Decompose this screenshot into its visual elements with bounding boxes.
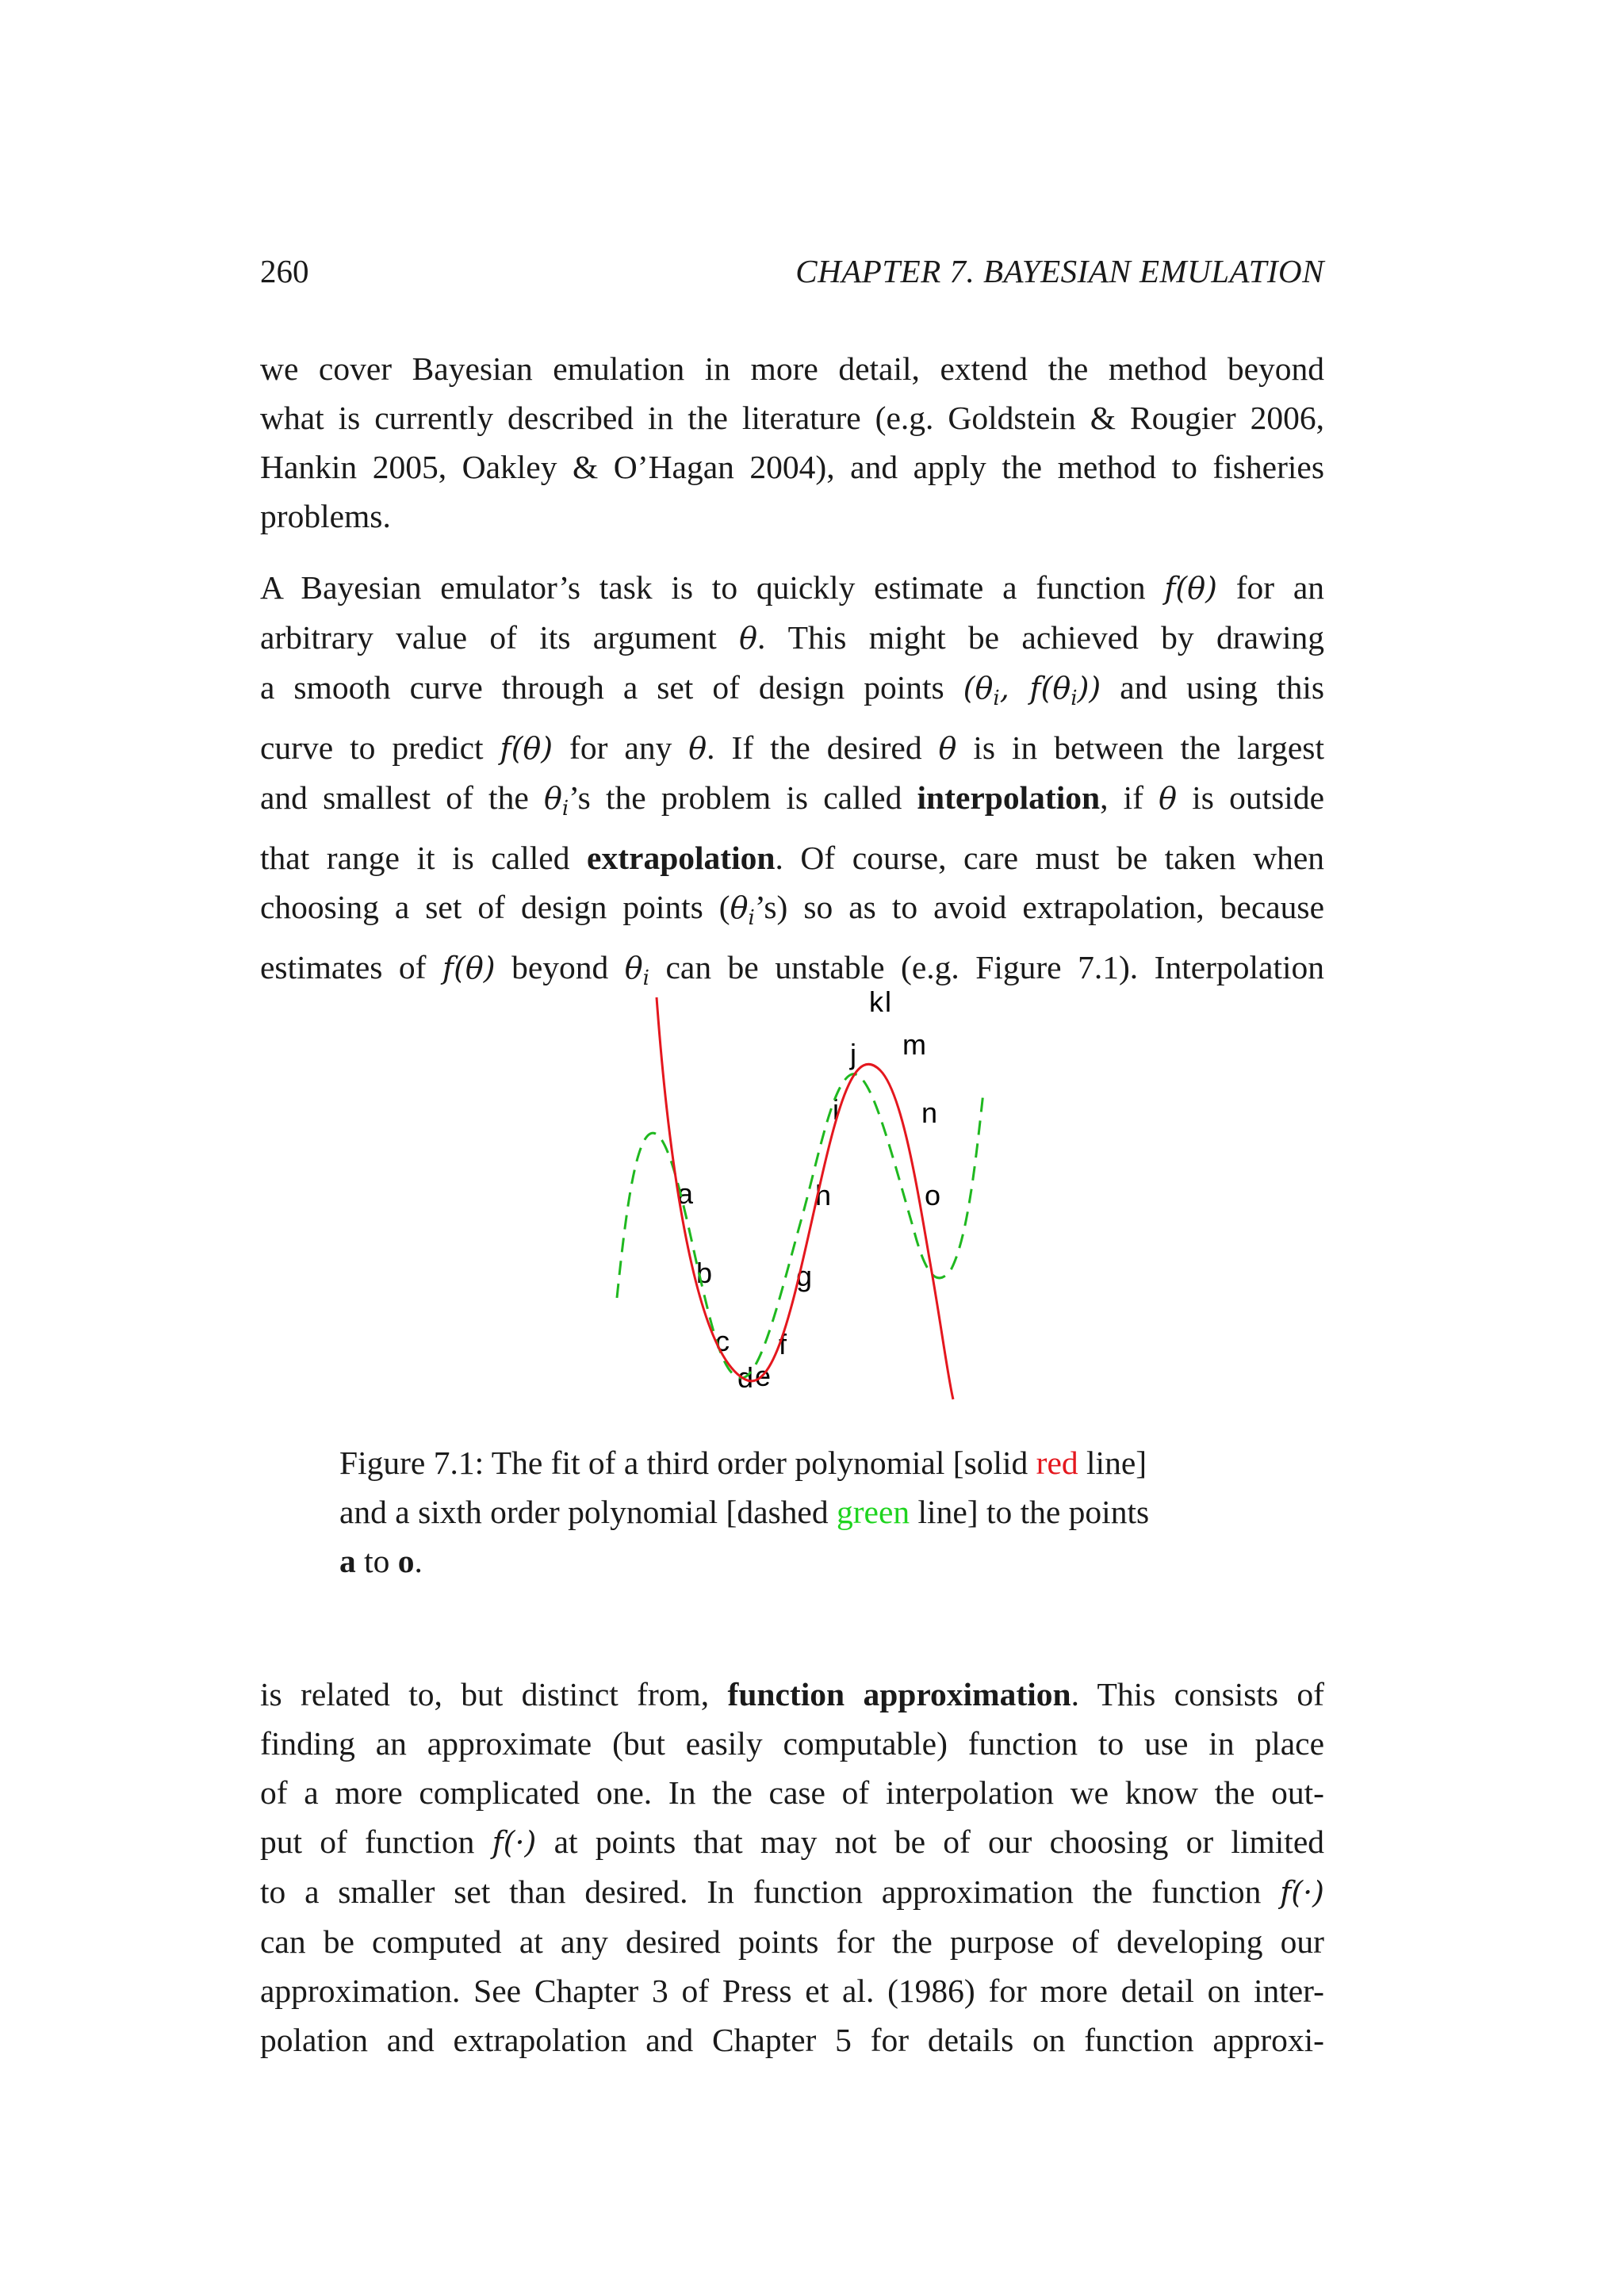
paragraph-line: is related to, but distinct from, function approximation. This consists of [260, 1676, 1324, 1712]
caption-line: a to o. [339, 1543, 423, 1579]
green-word: green [836, 1494, 910, 1530]
paragraph-line: finding an approximate (but easily computable) function to use in place [260, 1725, 1324, 1762]
point-label-a: a [677, 1177, 694, 1210]
paragraph-1 [260, 344, 1324, 541]
paragraph-line: and smallest of the $\theta_i’s$ the problem is called interpolation, if θ is outside [260, 779, 1324, 821]
paragraph-line: choosing a set of design points $(\theta_i’s)$ so as to avoid extrapolation, because [260, 889, 1324, 930]
point-label-d: d [737, 1361, 754, 1394]
page-number: 260 [260, 253, 309, 289]
term-extrapolation: extrapolation [587, 840, 776, 876]
page-header [260, 252, 1324, 300]
point-label-n: n [921, 1096, 938, 1129]
point-label-j: j [850, 1038, 856, 1070]
paragraph-line: to a smaller set than desired. In function approximation the function f(·) [260, 1873, 1324, 1910]
point-label-k: k [869, 985, 883, 1018]
caption-line: and a sixth order polynomial [dashed green line] to the points [339, 1494, 1150, 1530]
point-label-i: i [833, 1093, 839, 1126]
paragraph-line: that range it is called extrapolation. Of course, care must be taken when [260, 840, 1324, 876]
paragraph-line: arbitrary value of its argument θ. This might be achieved by drawing [260, 619, 1324, 656]
paragraph-line: A Bayesian emulator’s task is to quickly estimate a function f(θ) for an [260, 569, 1325, 606]
point-label-e: e [755, 1360, 772, 1392]
paragraph-2 [260, 563, 1324, 1003]
paragraph-line: what is currently described in the literature (e.g. Goldstein & Rougier 2006, [260, 400, 1324, 436]
paragraph-line: problems. [260, 498, 391, 534]
paragraph-line: Hankin 2005, Oakley & O’Hagan 2004), and apply the method to fisheries [260, 449, 1324, 485]
term-function-approximation: function approximation [727, 1676, 1071, 1712]
red-word: red [1036, 1445, 1078, 1481]
paragraph-line: a smooth curve through a set of design points ($\theta_i$, $f(\theta_i)$) and using this [260, 669, 1325, 710]
point-label-b: b [696, 1257, 713, 1289]
caption-line: Figure 7.1: The fit of a third order polynomial [solid red line] [339, 1445, 1147, 1481]
point-label-l: l [885, 985, 891, 1018]
figure-caption [339, 1438, 1245, 1586]
point-label-f: f [779, 1328, 787, 1360]
point-label-g: g [796, 1260, 813, 1292]
paragraph-line: of a more complicated one. In the case of interpolation we know the out- [260, 1774, 1324, 1811]
paragraph-line: approximation. See Chapter 3 of Press et al. (1986) for more detail on inter- [260, 1973, 1324, 2009]
paragraph-line: we cover Bayesian emulation in more detail, extend the method beyond [260, 350, 1324, 387]
term-interpolation: interpolation [917, 779, 1101, 816]
paragraph-line: can be computed at any desired points for the purpose of developing our [260, 1923, 1324, 1960]
point-label-h: h [815, 1179, 832, 1211]
point-label-m: m [902, 1028, 926, 1061]
paragraph-line: polation and extrapolation and Chapter 5 for details on function approxi- [260, 2022, 1324, 2058]
point-label-c: c [715, 1325, 730, 1357]
polynomial-fit-figure [603, 983, 1031, 1411]
point-label-o: o [925, 1179, 941, 1211]
paragraph-3 [260, 1670, 1324, 2064]
paragraph-line: put of function f(·) at points that may not be of our choosing or limited [260, 1823, 1324, 1860]
running-head: CHAPTER 7. BAYESIAN EMULATION [795, 253, 1324, 289]
paragraph-line: estimates of f(θ) beyond $\theta_i$ can be unstable (e.g. Figure 7.1). Interpolation [260, 949, 1325, 990]
paragraph-line: curve to predict f(θ) for any θ. If the desired θ is in between the largest [260, 729, 1324, 766]
